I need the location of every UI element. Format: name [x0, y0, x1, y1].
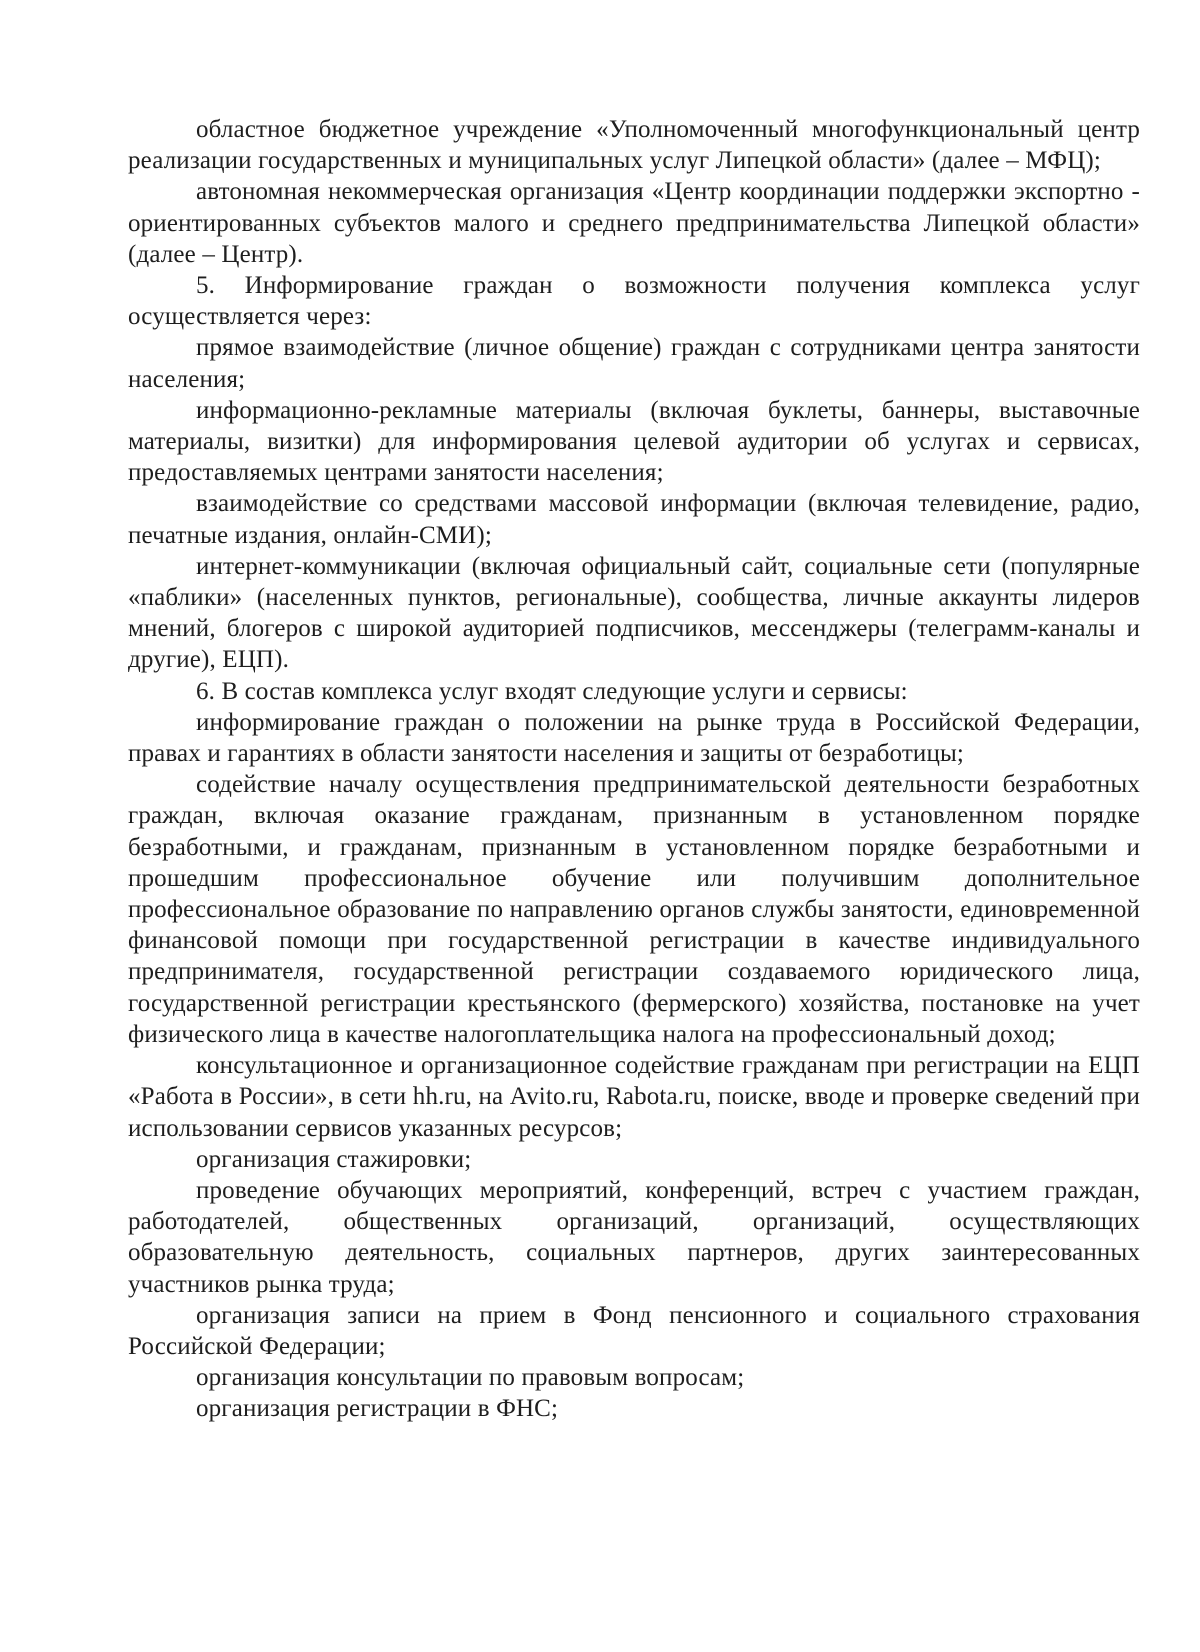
- paragraph-item-5: 5. Информирование граждан о возможности получения комплекса услуг осуществляется через:: [128, 272, 1140, 331]
- document-body: [128, 114, 1140, 1425]
- paragraph-direct-interaction: прямое взаимодействие (личное общение) граждан с сотрудниками центра занятости населения;: [128, 334, 1140, 393]
- paragraph-fns-registration: организация регистрации в ФНС;: [196, 1395, 559, 1423]
- paragraph-mass-media: взаимодействие со средствами массовой информации (включая телевидение, радио, печатные издания, онлайн-СМИ);: [128, 490, 1140, 549]
- paragraph-advertising-materials: информационно-рекламные материалы (включая буклеты, баннеры, выставочные материалы, визитки) для информирования целевой аудитории об услугах и сервисах, предоставляемых центрами занятости населения;: [128, 396, 1140, 487]
- paragraph-mfc: областное бюджетное учреждение «Уполномоченный многофункциональный центр реализации государственных и муниципальных услуг Липецкой области» (далее – МФЦ);: [128, 116, 1140, 175]
- paragraph-internet-communications: интернет-коммуникации (включая официальный сайт, социальные сети (популярные «паблики» (населенных пунктов, региональные), сообщества, личные аккаунты лидеров мнений, блогеров с широкой аудиторией подписчиков, мессенджеры (телеграмм-каналы и другие), ЕЦП).: [128, 552, 1140, 674]
- paragraph-training-events: проведение обучающих мероприятий, конференций, встреч с участием граждан, работодателей, общественных организаций, организаций, осуществляющих образовательную деятельность, социальных партнеров, других заинтересованных участников рынка труда;: [128, 1176, 1140, 1298]
- paragraph-registration-assistance: консультационное и организационное содействие гражданам при регистрации на ЕЦП «Работа в России», в сети hh.ru, на Avito.ru, Rabota.ru, поиске, вводе и проверке сведений при использовании сервисов указанных ресурсов;: [128, 1052, 1140, 1142]
- paragraph-export-center: автономная некоммерческая организация «Центр координации поддержки экспортно - ориентированных субъектов малого и среднего предпринимательства Липецкой области» (далее – Центр).: [128, 178, 1140, 268]
- paragraph-legal-consultation: организация консультации по правовым вопросам;: [196, 1364, 745, 1392]
- paragraph-labor-market-info: информирование граждан о положении на рынке труда в Российской Федерации, правах и гарантиях в области занятости населения и защиты от безработицы;: [128, 708, 1140, 768]
- paragraph-pension-fund: организация записи на прием в Фонд пенсионного и социального страхования Российской Федерации;: [128, 1301, 1140, 1360]
- paragraph-internship: организация стажировки;: [196, 1145, 472, 1173]
- paragraph-item-6: 6. В состав комплекса услуг входят следующие услуги и сервисы:: [196, 677, 908, 705]
- paragraph-entrepreneurship-support: содействие началу осуществления предпринимательской деятельности безработных граждан, включая оказание гражданам, признанным в установленном порядке безработными, и гражданам, признанным в установленном порядке безработными и прошедшим профессиональное обучение или получившим дополнительное профессиональное образование по направлению органов службы занятости, единовременной финансовой помощи при государственной регистрации в качестве индивидуального предпринимателя, государственной регистрации создаваемого юридического лица, государственной регистрации крестьянского (фермерского) хозяйства, постановке на учет физического лица в качестве налогоплательщика налога на профессиональный доход;: [128, 771, 1140, 1048]
